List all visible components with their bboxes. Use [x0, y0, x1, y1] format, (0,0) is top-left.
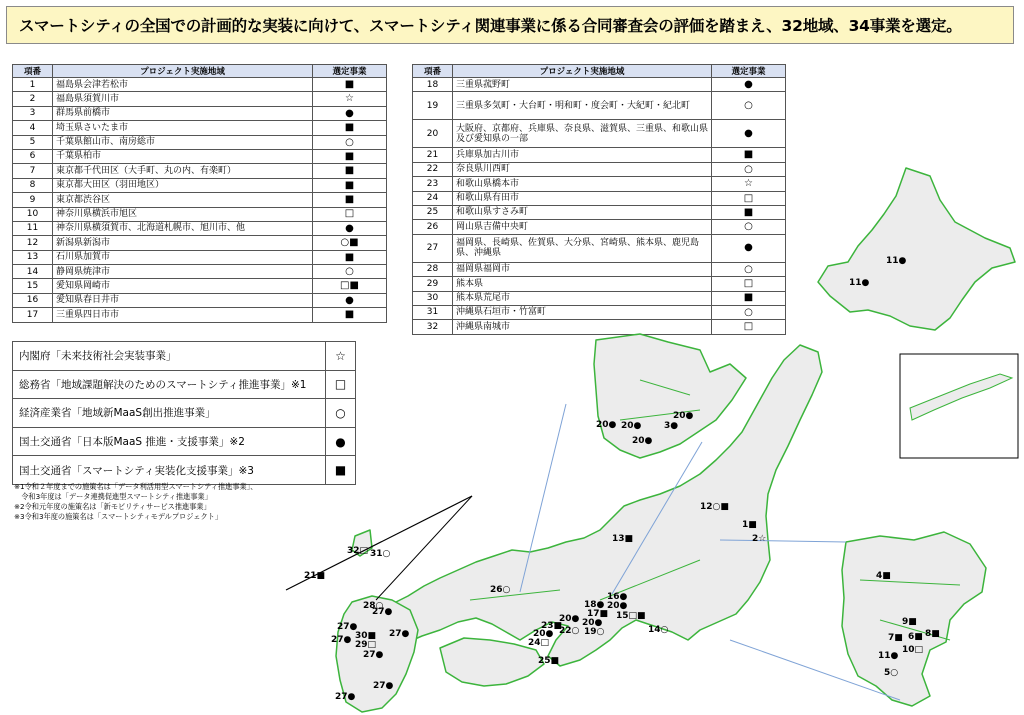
row-area: 石川県加賀市 [53, 250, 313, 264]
row-project-mark: ■ [712, 148, 786, 162]
row-area: 神奈川県横浜市旭区 [53, 207, 313, 221]
header-project: 選定事業 [313, 65, 387, 78]
row-area: 東京都大田区（羽田地区） [53, 178, 313, 192]
map-marker: 15□■ [616, 611, 646, 621]
row-project-mark: ● [313, 221, 387, 235]
map-marker: 30■ [355, 631, 377, 641]
row-number: 10 [13, 207, 53, 221]
row-area: 沖縄県石垣市・竹富町 [453, 305, 712, 319]
row-project-mark: □■ [313, 279, 387, 293]
row-project-mark: ■ [313, 193, 387, 207]
row-project-mark: ● [712, 120, 786, 148]
row-number: 26 [413, 220, 453, 234]
row-number: 4 [13, 121, 53, 135]
row-project-mark: ● [712, 234, 786, 262]
legend-symbol: ☆ [326, 342, 356, 371]
map-marker: 20● [596, 420, 617, 430]
map-marker: 20● [621, 421, 642, 431]
row-area: 群馬県前橋市 [53, 106, 313, 120]
legend-label: 経済産業省「地域新MaaS創出推進事業」 [13, 399, 326, 428]
map-marker: 27● [372, 607, 393, 617]
map-marker: 31○ [370, 549, 391, 559]
row-number: 11 [13, 221, 53, 235]
row-project-mark: ■ [313, 149, 387, 163]
row-area: 愛知県岡崎市 [53, 279, 313, 293]
row-project-mark: ☆ [313, 92, 387, 106]
map-marker: 18● [584, 600, 605, 610]
row-number: 30 [413, 291, 453, 305]
row-area: 東京都千代田区（大手町、丸の内、有楽町） [53, 164, 313, 178]
row-number: 25 [413, 205, 453, 219]
map-marker: 25■ [538, 656, 560, 666]
row-number: 17 [13, 308, 53, 322]
row-project-mark: ○ [712, 305, 786, 319]
legend-label: 国土交通省「スマートシティ実装化支援事業」※3 [13, 456, 326, 485]
row-area: 和歌山県すさみ町 [453, 205, 712, 219]
header-no: 項番 [13, 65, 53, 78]
row-project-mark: ○ [712, 92, 786, 120]
row-project-mark: □ [712, 191, 786, 205]
map-marker: 24□ [528, 638, 550, 648]
map-marker: 27● [337, 622, 358, 632]
row-area: 和歌山県橋本市 [453, 177, 712, 191]
row-area: 埼玉県さいたま市 [53, 121, 313, 135]
row-area: 奈良県川西町 [453, 162, 712, 176]
map-marker: 27● [389, 629, 410, 639]
legend-label: 内閣府「未来技術社会実装事業」 [13, 342, 326, 371]
map-marker: 2☆ [752, 534, 767, 544]
row-project-mark: ● [712, 78, 786, 92]
row-project-mark: ■ [712, 291, 786, 305]
row-number: 18 [413, 78, 453, 92]
row-project-mark: ■ [313, 178, 387, 192]
legend-symbol: ○ [326, 399, 356, 428]
map-marker: 20● [632, 436, 653, 446]
row-project-mark: ● [313, 293, 387, 307]
row-project-mark: ○ [712, 262, 786, 276]
map-marker: 13■ [612, 534, 634, 544]
row-project-mark: ○ [712, 220, 786, 234]
footnote: ※1令和２年度までの施策名は「データ利活用型スマートシティ推進事業」、 [14, 482, 258, 491]
row-area: 沖縄県南城市 [453, 320, 712, 334]
row-number: 14 [13, 265, 53, 279]
footnote: ※2令和元年度の施策名は「新モビリティサービス推進事業」 [14, 502, 211, 511]
row-project-mark: ■ [313, 308, 387, 322]
footnote: ※3令和3年度の施策名は「スマートシティモデルプロジェクト」 [14, 512, 223, 521]
row-number: 7 [13, 164, 53, 178]
map-marker: 20● [673, 411, 694, 421]
map-marker: 12○■ [700, 502, 729, 512]
map-marker: 27● [331, 635, 352, 645]
row-area: 三重県菰野町 [453, 78, 712, 92]
map-marker: 26○ [490, 585, 511, 595]
row-number: 3 [13, 106, 53, 120]
map-marker: 19○ [584, 627, 605, 637]
row-number: 2 [13, 92, 53, 106]
row-number: 22 [413, 162, 453, 176]
row-area: 東京都渋谷区 [53, 193, 313, 207]
map-marker: 28○ [363, 601, 384, 611]
row-project-mark: ☆ [712, 177, 786, 191]
map-marker: 7■ [888, 633, 903, 643]
hokkaido-shape [818, 168, 1015, 330]
row-number: 15 [13, 279, 53, 293]
row-number: 20 [413, 120, 453, 148]
row-number: 19 [413, 92, 453, 120]
row-project-mark: ○ [313, 265, 387, 279]
row-project-mark: □ [712, 277, 786, 291]
map-marker: 1■ [742, 520, 757, 530]
row-project-mark: ■ [313, 250, 387, 264]
map-marker: 27● [363, 650, 384, 660]
map-marker: 14○ [648, 625, 669, 635]
map-marker: 8■ [925, 629, 940, 639]
legend-symbol: ● [326, 427, 356, 456]
row-area: 千葉県館山市、南房総市 [53, 135, 313, 149]
header-project: 選定事業 [712, 65, 786, 78]
map-marker: 5○ [884, 668, 899, 678]
legend-symbol: □ [326, 370, 356, 399]
row-area: 熊本県 [453, 277, 712, 291]
map-marker: 20● [559, 614, 580, 624]
row-area: 福島県会津若松市 [53, 78, 313, 92]
map-marker: 9■ [902, 617, 917, 627]
map-marker: 20● [533, 629, 554, 639]
row-area: 千葉県柏市 [53, 149, 313, 163]
row-project-mark: □ [712, 320, 786, 334]
row-number: 6 [13, 149, 53, 163]
row-number: 31 [413, 305, 453, 319]
row-number: 32 [413, 320, 453, 334]
map-marker: 23■ [541, 621, 563, 631]
map-marker: 22○ [559, 626, 580, 636]
row-project-mark: ■ [313, 121, 387, 135]
row-project-mark: ■ [712, 205, 786, 219]
row-number: 9 [13, 193, 53, 207]
row-area: 岡山県吉備中央町 [453, 220, 712, 234]
row-number: 28 [413, 262, 453, 276]
footnote: 令和3年度は「データ連携促進型スマートシティ推進事業」 [14, 492, 212, 501]
row-number: 27 [413, 234, 453, 262]
row-project-mark: ■ [313, 78, 387, 92]
map-marker: 11● [878, 651, 899, 661]
row-number: 8 [13, 178, 53, 192]
map-marker: 6■ [908, 632, 923, 642]
row-project-mark: ○■ [313, 236, 387, 250]
page-title: スマートシティの全国での計画的な実装に向けて、スマートシティ関連事業に係る合同審査会の評価を踏まえ、32地域、34事業を選定。 [6, 6, 1014, 44]
legend-symbol: ■ [326, 456, 356, 485]
map-marker: 10□ [902, 645, 924, 655]
legend-label: 国土交通省「日本版MaaS 推進・支援事業」※2 [13, 427, 326, 456]
map-marker: 17■ [587, 609, 609, 619]
map-marker: 3● [664, 421, 679, 431]
row-area: 福岡県、長崎県、佐賀県、大分県、宮崎県、熊本県、鹿児島県、沖縄県 [453, 234, 712, 262]
row-area: 三重県多気町・大台町・明和町・度会町・大紀町・紀北町 [453, 92, 712, 120]
row-project-mark: ○ [712, 162, 786, 176]
row-number: 1 [13, 78, 53, 92]
row-area: 熊本県荒尾市 [453, 291, 712, 305]
map-marker: 20● [582, 618, 603, 628]
map-marker: 4■ [876, 571, 891, 581]
map-marker: 21■ [304, 571, 326, 581]
map-marker: 32□ [347, 546, 369, 556]
row-area: 大阪府、京都府、兵庫県、奈良県、滋賀県、三重県、和歌山県及び愛知県の一部 [453, 120, 712, 148]
map-marker: 27● [373, 681, 394, 691]
map-marker: 27● [335, 692, 356, 702]
row-area: 静岡県焼津市 [53, 265, 313, 279]
row-project-mark: ■ [313, 164, 387, 178]
row-number: 12 [13, 236, 53, 250]
row-number: 23 [413, 177, 453, 191]
row-number: 16 [13, 293, 53, 307]
row-area: 神奈川県横須賀市、北海道札幌市、旭川市、他 [53, 221, 313, 235]
map-marker: 11● [849, 278, 870, 288]
map-marker: 29□ [355, 640, 377, 650]
row-area: 福島県須賀川市 [53, 92, 313, 106]
row-area: 和歌山県有田市 [453, 191, 712, 205]
map-marker: 11● [886, 256, 907, 266]
row-number: 29 [413, 277, 453, 291]
row-number: 5 [13, 135, 53, 149]
row-area: 三重県四日市市 [53, 308, 313, 322]
legend-label: 総務省「地域課題解決のためのスマートシティ推進事業」※1 [13, 370, 326, 399]
row-project-mark: □ [313, 207, 387, 221]
row-number: 21 [413, 148, 453, 162]
row-project-mark: ○ [313, 135, 387, 149]
header-area: プロジェクト実施地域 [453, 65, 712, 78]
kansai-inset-shape [594, 334, 746, 458]
header-area: プロジェクト実施地域 [53, 65, 313, 78]
row-number: 24 [413, 191, 453, 205]
map-marker: 16● [607, 592, 628, 602]
row-project-mark: ● [313, 106, 387, 120]
header-no: 項番 [413, 65, 453, 78]
row-number: 13 [13, 250, 53, 264]
row-area: 愛知県春日井市 [53, 293, 313, 307]
row-area: 兵庫県加古川市 [453, 148, 712, 162]
row-area: 新潟県新潟市 [53, 236, 313, 250]
map-marker: 20● [607, 601, 628, 611]
row-area: 福岡県福岡市 [453, 262, 712, 276]
